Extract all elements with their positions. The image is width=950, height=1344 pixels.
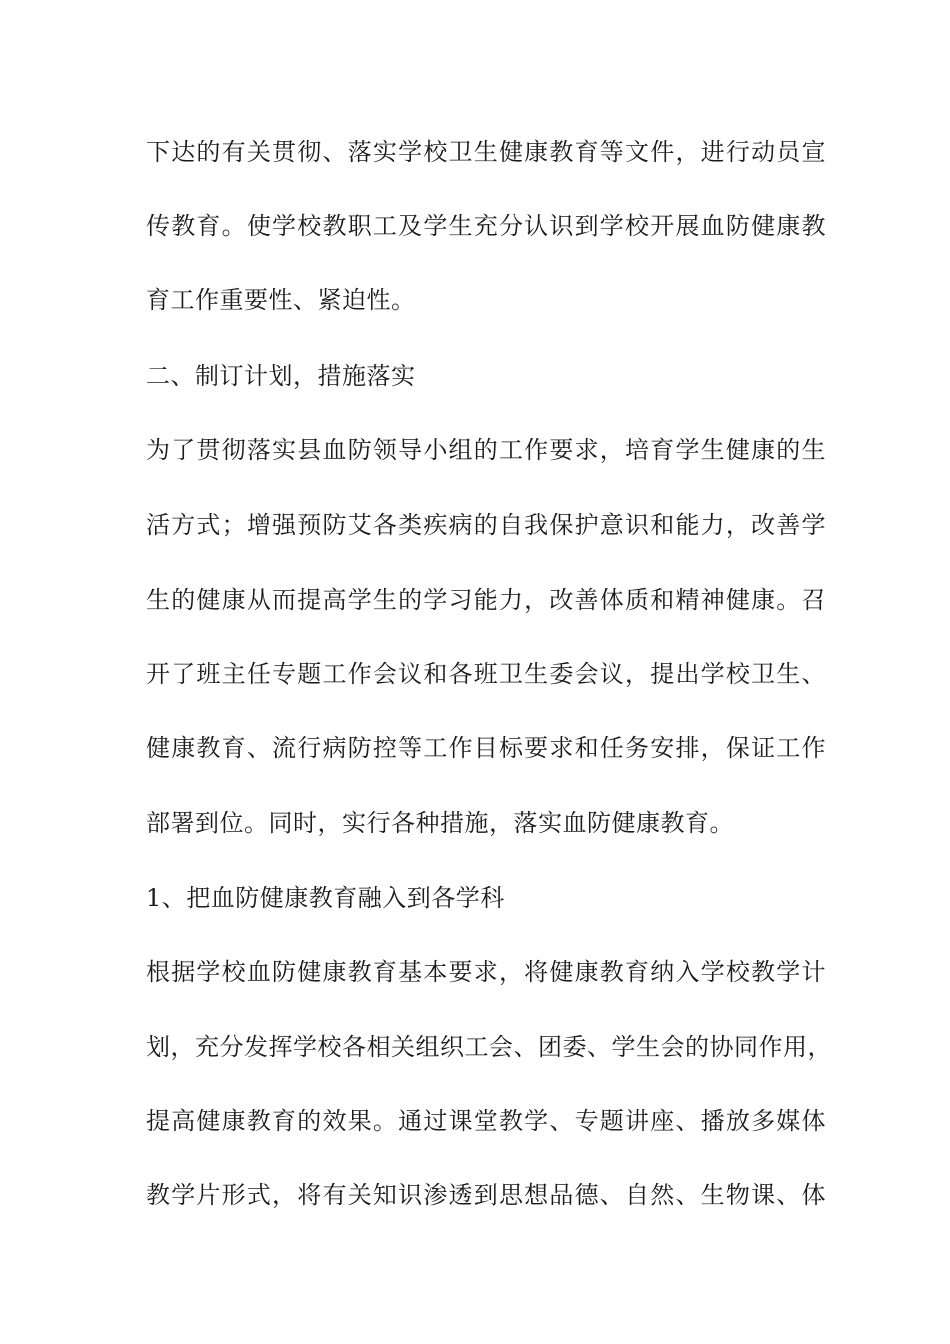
paragraph-line: 健康教育、流行病防控等工作目标要求和任务安排，保证工作 [146, 734, 826, 762]
paragraph-line: 传教育。使学校教职工及学生充分认识到学校开展血防健康教 [146, 212, 826, 240]
paragraph-line: 部署到位。同时，实行各种措施，落实血防健康教育。 [146, 809, 734, 837]
paragraph-line: 划，充分发挥学校各相关组织工会、团委、学生会的协同作用， [146, 1033, 832, 1061]
paragraph-line: 为了贯彻落实县血防领导小组的工作要求，培育学生健康的生 [146, 436, 826, 464]
paragraph-line: 根据学校血防健康教育基本要求，将健康教育纳入学校教学计 [146, 958, 826, 986]
paragraph-line: 生的健康从而提高学生的学习能力，改善体质和精神健康。召 [146, 586, 826, 614]
paragraph-line: 教学片形式，将有关知识渗透到思想品德、自然、生物课、体 [146, 1181, 826, 1209]
paragraph-line: 开了班主任专题工作会议和各班卫生委会议，提出学校卫生、 [146, 660, 826, 688]
section-heading: 二、制订计划，措施落实 [146, 362, 416, 390]
subsection-heading: 1、把血防健康教育融入到各学科 [146, 884, 505, 912]
paragraph-line: 提高健康教育的效果。通过课堂教学、专题讲座、播放多媒体 [146, 1107, 826, 1135]
paragraph-line: 活方式；增强预防艾各类疾病的自我保护意识和能力，改善学 [146, 511, 826, 539]
paragraph-line: 下达的有关贯彻、落实学校卫生健康教育等文件，进行动员宣 [146, 138, 826, 166]
paragraph-line: 育工作重要性、紧迫性。 [146, 286, 416, 314]
